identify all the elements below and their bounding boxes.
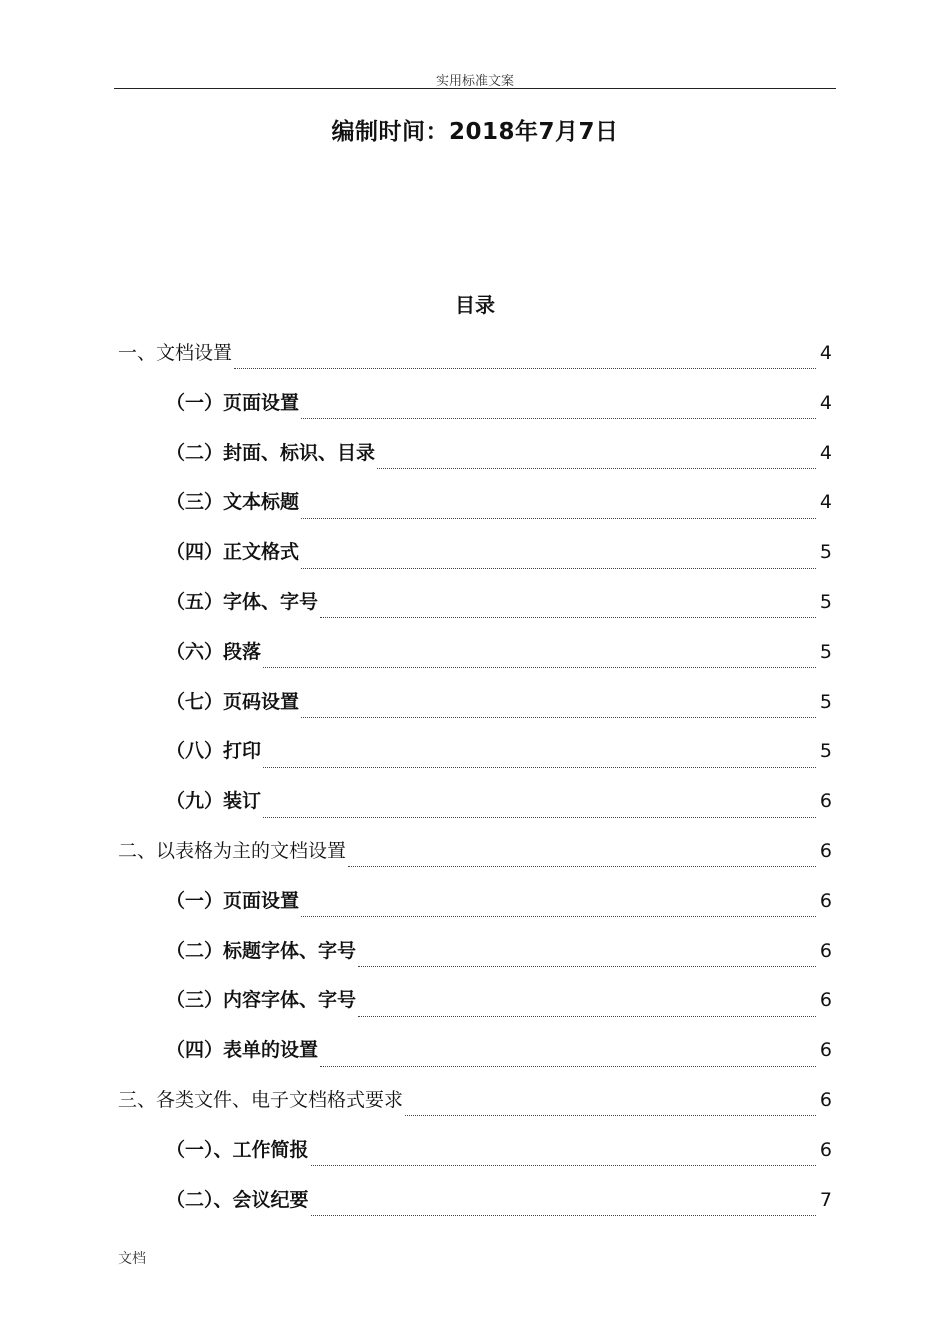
toc-page-number: 5 bbox=[819, 640, 832, 663]
toc-entry-text: 三、各类文件、电子文档格式要求 bbox=[118, 1088, 404, 1111]
toc-entry-text: （一）、工作简报 bbox=[166, 1138, 309, 1161]
toc-page-number: 6 bbox=[819, 1039, 832, 1062]
toc-leader-dots bbox=[358, 1016, 816, 1017]
toc-entry[interactable] bbox=[118, 985, 832, 1035]
toc-entry[interactable] bbox=[118, 886, 832, 936]
toc-page-number: 5 bbox=[819, 541, 832, 564]
toc-entry[interactable] bbox=[118, 1035, 832, 1085]
toc-entry-text: （九）装订 bbox=[166, 790, 262, 813]
toc-entry-text: （四）表单的设置 bbox=[166, 1039, 319, 1062]
toc-title: 目录 bbox=[455, 293, 495, 317]
toc-leader-dots bbox=[301, 418, 816, 419]
toc-page-number: 6 bbox=[819, 839, 832, 862]
toc-page-number: 6 bbox=[819, 889, 832, 912]
toc-page-number: 6 bbox=[819, 1088, 832, 1111]
toc-page-number: 6 bbox=[819, 939, 832, 962]
toc-page-number: 5 bbox=[819, 740, 832, 763]
toc-page-number: 4 bbox=[819, 491, 832, 514]
toc-page-number: 4 bbox=[819, 342, 832, 364]
toc-entry[interactable] bbox=[118, 687, 832, 737]
toc-entry-text: （八）打印 bbox=[166, 740, 262, 763]
toc-entry-text: （二）封面、标识、目录 bbox=[166, 441, 376, 464]
toc-page-number: 5 bbox=[819, 690, 832, 713]
toc-leader-dots bbox=[311, 1215, 816, 1216]
toc-entry-text: （三）内容字体、字号 bbox=[166, 989, 357, 1012]
toc-entry-text: （六）段落 bbox=[166, 640, 262, 663]
toc-entry-text: （一）页面设置 bbox=[166, 391, 300, 414]
toc-page-number: 4 bbox=[819, 441, 832, 464]
toc-entry-text: （五）字体、字号 bbox=[166, 590, 319, 613]
toc-page-number: 6 bbox=[819, 989, 832, 1012]
toc-leader-dots bbox=[348, 866, 816, 867]
toc-entry-text: （三）文本标题 bbox=[166, 491, 300, 514]
toc-entry[interactable] bbox=[118, 487, 832, 537]
toc-leader-dots bbox=[301, 717, 816, 718]
toc-page-number: 6 bbox=[819, 1138, 832, 1161]
toc-entry[interactable] bbox=[118, 786, 832, 836]
toc-entry-text: （二）标题字体、字号 bbox=[166, 939, 357, 962]
toc-leader-dots bbox=[320, 1066, 816, 1067]
page-footer: 文档 bbox=[118, 1251, 146, 1267]
toc-leader-dots bbox=[301, 916, 816, 917]
toc-entry[interactable] bbox=[118, 637, 832, 687]
toc-leader-dots bbox=[405, 1115, 816, 1116]
toc-leader-dots bbox=[358, 966, 816, 967]
toc-entry-text: （四）正文格式 bbox=[166, 541, 300, 564]
toc-entry[interactable] bbox=[118, 388, 832, 438]
toc-page-number: 7 bbox=[819, 1188, 832, 1211]
toc-entry[interactable] bbox=[118, 736, 832, 786]
toc-leader-dots bbox=[377, 468, 816, 469]
toc-leader-dots bbox=[301, 568, 816, 569]
toc-leader-dots bbox=[263, 767, 816, 768]
header-rule bbox=[114, 88, 836, 89]
toc-leader-dots bbox=[263, 817, 816, 818]
page-header: 实用标准文案 bbox=[435, 74, 514, 89]
toc-leader-dots bbox=[263, 667, 816, 668]
toc-entry-text: （一）页面设置 bbox=[166, 889, 300, 912]
toc-leader-dots bbox=[311, 1165, 816, 1166]
toc-entry-text: 一、文档设置 bbox=[118, 342, 233, 364]
toc-entry-text: 二、以表格为主的文档设置 bbox=[118, 839, 347, 862]
toc-entry-text: （七）页码设置 bbox=[166, 690, 300, 713]
toc-entry[interactable] bbox=[118, 836, 832, 886]
compile-time: 编制时间：2018年7月7日 bbox=[331, 119, 619, 145]
table-of-contents bbox=[118, 338, 832, 1234]
toc-entry[interactable] bbox=[118, 338, 832, 388]
toc-entry[interactable] bbox=[118, 438, 832, 488]
toc-page-number: 5 bbox=[819, 590, 832, 613]
toc-leader-dots bbox=[320, 617, 816, 618]
toc-entry[interactable] bbox=[118, 1085, 832, 1135]
toc-entry-text: （二）、会议纪要 bbox=[166, 1188, 309, 1211]
toc-entry[interactable] bbox=[118, 1135, 832, 1185]
toc-entry[interactable] bbox=[118, 1185, 832, 1235]
toc-leader-dots bbox=[301, 518, 816, 519]
toc-leader-dots bbox=[234, 368, 816, 369]
toc-entry[interactable] bbox=[118, 537, 832, 587]
toc-entry[interactable] bbox=[118, 587, 832, 637]
toc-entry[interactable] bbox=[118, 936, 832, 986]
toc-page-number: 4 bbox=[819, 391, 832, 414]
toc-page-number: 6 bbox=[819, 790, 832, 813]
